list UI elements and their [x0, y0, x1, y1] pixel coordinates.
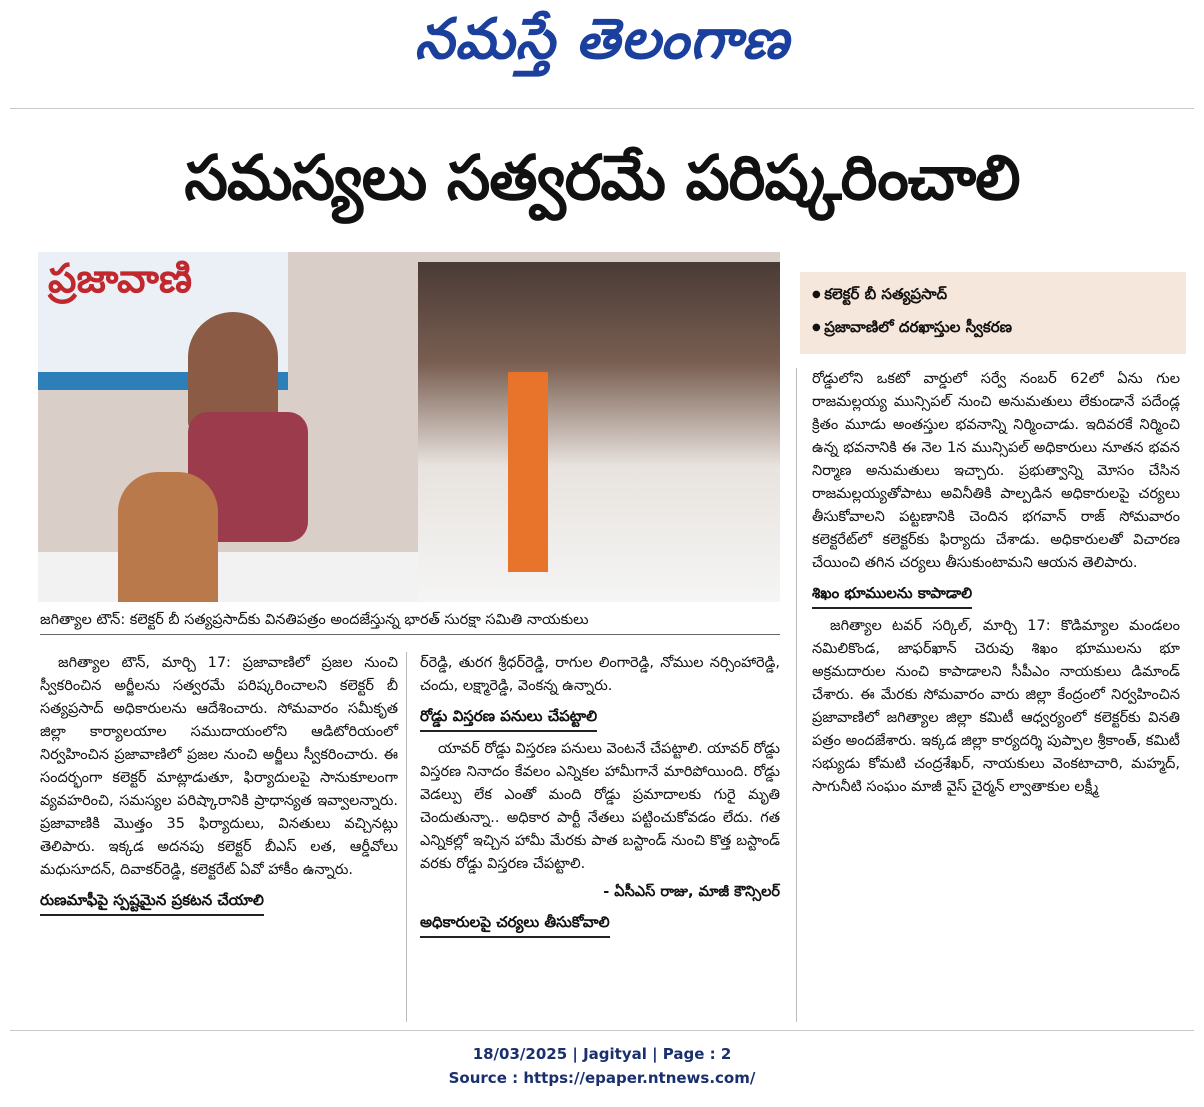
footer-date-line: 18/03/2025 | Jagityal | Page : 2	[472, 1045, 732, 1063]
column-divider	[796, 368, 797, 1022]
paragraph: జగిత్యాల టౌన్, మార్చి 17: ప్రజావాణిలో ప్రజల నుంచి స్వీకరించిన అర్జీలను సత్వరమే పరిష్కరించాలని కలెక్టర్ బీ సత్యప్రసాద్ అధికారులను ఆదేశించారు. సోమవారం సమీకృత జిల్లా కార్యాలయాల సముదాయంలోని ఆడిటోరియంలో నిర్వహించిన ప్రజావాణిలో ప్రజల నుంచి అర్జీలు స్వీకరించారు. ఈ సందర్భంగా కలెక్టర్ మాట్లాడుతూ, ఫిర్యాదులపై సానుకూలంగా వ్యవహరించి, సమస్యల పరిష్కారానికి ప్రాధాన్యత ఇవ్వాలన్నారు. ప్రజావాణికి మొత్తం 35 ఫిర్యాదులు, వినతులు వచ్చినట్లు తెలిపారు. ఇక్కడ అదనపు కలెక్టర్ బీఎస్ లత, ఆర్డీవోలు మధుసూదన్, దివాకర్‌రెడ్డి, కలెక్టరేట్ ఏవో హాకీం ఉన్నారు.	[40, 655, 398, 878]
masthead-title: నమస్తే తెలంగాణ	[414, 6, 790, 72]
paragraph: ర్‌రెడ్డి, తురగ శ్రీధర్‌రెడ్డి, రాగుల లింగారెడ్డి, నోముల నర్సింహారెడ్డి, చందు, లక్ష్మారెడ్డి, వెంకన్న ఉన్నారు.	[420, 655, 780, 694]
paragraph: రోడ్డులోని ఒకటో వార్డులో సర్వే నంబర్ 62లో ఏను గుల రాజమల్లయ్య మున్సిపల్ నుంచి అనుమతులు లేకుండానే పదేండ్ల క్రితం మూడు అంతస్తుల భవనాన్ని నిర్మించాడు. ఇదివరకే నిర్మించి ఉన్న భవనానికి ఈ నెల 1న మున్సిపల్ అధికారులు నూతన భవన నిర్మాణ అనుమతులు ఇచ్చారు. ప్రభుత్వాన్ని మోసం చేసిన రాజమల్లయ్యతోపాటు అవినీతికి పాల్పడిన అధికారులపై చర్యలు తీసుకోవాలని పట్టణానికి చెందిన భగవాన్ రాజ్ సోమవారం కలెక్టరేట్‌లో కలెక్టర్‌కు ఫిర్యాదు చేశాడు. అధికారులతో విచారణ చేయించి తగిన చర్యలు తీసుకుంటామని ఆయన తెలిపారు.	[812, 371, 1180, 571]
top-divider	[10, 108, 1194, 109]
article-column-2	[420, 652, 780, 944]
bottom-divider	[10, 1030, 1194, 1031]
banner-title: ప్రజావాణి	[48, 256, 192, 302]
article-column-3	[812, 368, 1180, 799]
masthead	[0, 4, 1204, 74]
subheading: శిఖం భూములను కాపాడాలి	[812, 581, 972, 609]
subheading: రోడ్డు విస్తరణ పనులు చేపట్టాలి	[420, 704, 597, 732]
people-group	[418, 262, 780, 602]
quote-attribution: - ఏసీఎస్ రాజు, మాజీ కౌన్సిలర్	[603, 884, 780, 900]
highlights-box	[800, 272, 1186, 354]
saffron-scarf	[508, 372, 548, 572]
column-divider	[406, 652, 407, 1022]
subheading: అధికారులపై చర్యలు తీసుకోవాలి	[420, 910, 610, 938]
footer-source-link[interactable]: Source : https://epaper.ntnews.com/	[448, 1069, 756, 1087]
subheading: రుణమాఫీపై స్పష్టమైన ప్రకటన చేయాలి	[40, 888, 264, 916]
highlight-item: ● ప్రజావాణిలో దరఖాస్తుల స్వీకరణ	[812, 311, 1176, 344]
paragraph: జగిత్యాల టవర్ సర్కిల్, మార్చి 17: కొడిమ్యాల మండలం నమిలికొండ, జాఫర్‌ఖాన్ చెరువు శిఖం భూములను భూ అక్రమదారుల నుంచి కాపాడాలని సీపీఎం నాయకులు డిమాండ్ చేశారు. ఈ మేరకు సోమవారం వారు జిల్లా కేంద్రంలో నిర్వహించిన ప్రజావాణిలో జగిత్యాల జిల్లా కమిటీ ఆధ్వర్యంలో కలెక్టర్‌కు వినతి పత్రం అందజేశారు. ఇక్కడ జిల్లా కార్యదర్శి పుప్పాల శ్రీకాంత్, కమిటీ సభ్యుడు కోమటి చంద్రశేఖర్, నాయకులు వెంకటాచారి, మహ్మద్, సాగునీటి సంఘం మాజీ వైస్ చైర్మన్ ల్వాతాకుల లక్ష్మీ	[812, 618, 1180, 795]
news-photo	[38, 252, 780, 602]
headline: సమస్యలు సత్వరమే పరిష్కరించాలి	[184, 141, 1020, 214]
desk	[38, 552, 458, 602]
article-column-1	[40, 652, 398, 922]
photo-caption: జగిత్యాల టౌన్: కలెక్టర్ బీ సత్యప్రసాద్‌కు వినతిపత్రం అందజేస్తున్న భారత్ సురక్షా సమితి నాయకులు	[40, 610, 780, 635]
paragraph: యావర్ రోడ్డు విస్తరణ పనులు వెంటనే చేపట్టాలి. యావర్ రోడ్డు విస్తరణ నినాదం కేవలం ఎన్నికల హామీగానే మారిపోయింది. రోడ్డు వెడల్పు లేక ఎంతో మంది రోడ్డు ప్రమాదాలకు గురై మృతి చెందుతున్నా.. అధికార పార్టీ నేతలు పట్టించుకోవడం లేదు. గత ఎన్నికల్లో ఇచ్చిన హామీ మేరకు పాత బస్టాండ్ నుంచి కొత్త బస్టాండ్ వరకు రోడ్డు విస్తరణ చేపట్టాలి.	[420, 741, 780, 872]
footer	[0, 1042, 1204, 1090]
highlight-item: ● కలెక్టర్ బీ సత్యప్రసాద్	[812, 278, 1176, 311]
official-figure-3	[118, 472, 218, 602]
